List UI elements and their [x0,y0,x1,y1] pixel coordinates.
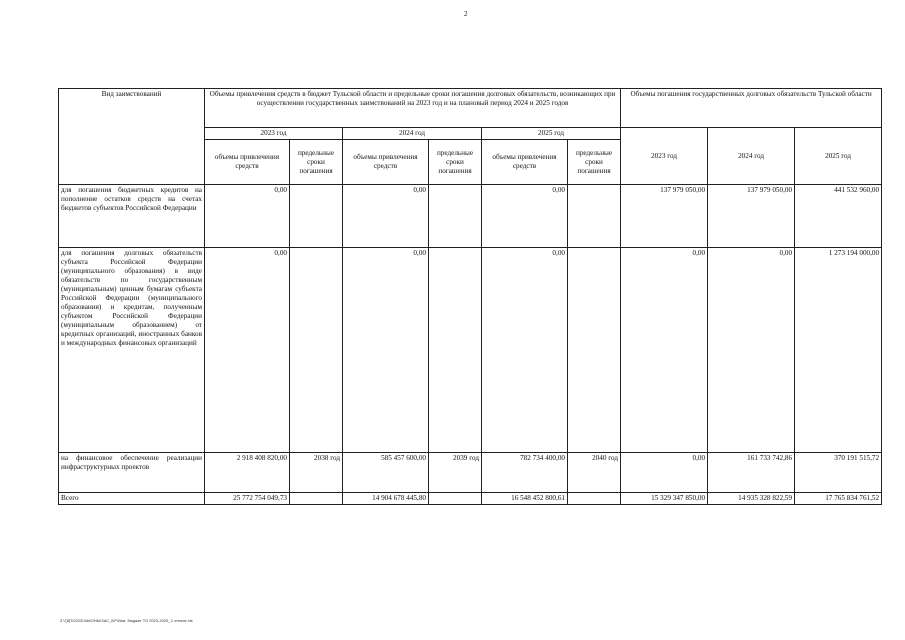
cell-term-2024 [429,248,482,453]
cell-repay-2023: 0,00 [621,453,708,493]
cell-repay-2025: 441 532 960,00 [795,185,882,248]
cell-repay-2024: 161 733 742,86 [708,453,795,493]
table-row [59,248,882,453]
cell-repay-2023: 0,00 [621,248,708,453]
cell-volume-2025: 0,00 [482,185,568,248]
table-row-total [59,493,882,505]
cell-repay-2025: 17 765 834 761,52 [795,493,882,505]
cell-repay-2025: 370 191 515,72 [795,453,882,493]
cell-term-2023 [290,248,343,453]
cell-repay-2024: 14 935 328 822,59 [708,493,795,505]
header-year-2025: 2025 год [482,128,621,140]
header-term-2025: предельные сроки погашения [568,140,621,185]
cell-volume-2024: 0,00 [343,248,429,453]
cell-term-2023: 2038 год [290,453,343,493]
table-row [59,185,882,248]
cell-repay-2024: 137 979 050,00 [708,185,795,248]
header-year-2023: 2023 год [205,128,343,140]
header-repay-2024: 2024 год [708,128,795,185]
header-year-2024: 2024 год [343,128,482,140]
cell-volume-2024: 585 457 600,00 [343,453,429,493]
cell-repay-2024: 0,00 [708,248,795,453]
cell-term-2025 [568,248,621,453]
header-type: Вид заимствований [59,89,205,185]
row-label: для погашения долговых обязательств субъекта Российской Федерации (муниципального образования) в виде обязательств по государственным (муниципальным) ценным бумагам субъекта Российской Федерации (муниципального образования) и кредитам, полученным субъектом Российской Федерации (муниципальным образованием) от кредитных организаций, иностранных банков и международных финансовых организаций [59,248,205,453]
cell-volume-2025: 16 548 452 800,61 [482,493,568,505]
cell-term-2023 [290,185,343,248]
page-number: 2 [464,10,468,18]
cell-term-2024 [429,185,482,248]
row-label: Всего [59,493,205,505]
cell-volume-2023: 25 772 754 049,73 [205,493,290,505]
cell-volume-2023: 0,00 [205,248,290,453]
cell-term-2024: 2039 год [429,453,482,493]
cell-volume-2024: 14 904 678 445,80 [343,493,429,505]
cell-repay-2023: 137 979 050,00 [621,185,708,248]
header-attraction-group: Объемы привлечения средств в бюджет Тульской области и предельные сроки погашения долговых обязательств, возникающих при осуществлении государственных заимствований на 2023 год и на плановый период 2024 и 2025 годов [205,89,621,128]
header-repay-2025: 2025 год [795,128,882,185]
header-repayment-group: Объемы погашения государственных долговых обязательств Тульской области [621,89,882,128]
row-label: для погашения бюджетных кредитов на пополнение остатков средств на счетах бюджетов субъектов Российской Федерации [59,185,205,248]
header-repay-2023: 2023 год [621,128,708,185]
cell-term-2025 [568,493,621,505]
cell-volume-2025: 0,00 [482,248,568,453]
cell-volume-2023: 2 918 408 820,00 [205,453,290,493]
row-label: на финансовое обеспечение реализации инфраструктурных проектов [59,453,205,493]
header-term-2024: предельные сроки погашения [429,140,482,185]
cell-term-2025: 2040 год [568,453,621,493]
cell-repay-2025: 1 273 194 000,00 [795,248,882,453]
header-volume-2023: объемы привлечения средств [205,140,290,185]
cell-term-2025 [568,185,621,248]
cell-volume-2023: 0,00 [205,185,290,248]
header-term-2023: предельные сроки погашения [290,140,343,185]
cell-repay-2023: 15 329 347 850,00 [621,493,708,505]
cell-term-2024 [429,493,482,505]
cell-term-2023 [290,493,343,505]
header-volume-2025: объемы привлечения средств [482,140,568,185]
cell-volume-2024: 0,00 [343,185,429,248]
borrowing-table [58,88,882,505]
table-row [59,453,882,493]
header-volume-2024: объемы привлечения средств [343,140,429,185]
file-path-footer: Z:\ГДП\2023\ЗАКОНЫ\ЗАС_БР\Изм. бюджет ТО 2023-2025_2 чтение.xls [60,618,193,623]
cell-volume-2025: 782 734 400,00 [482,453,568,493]
